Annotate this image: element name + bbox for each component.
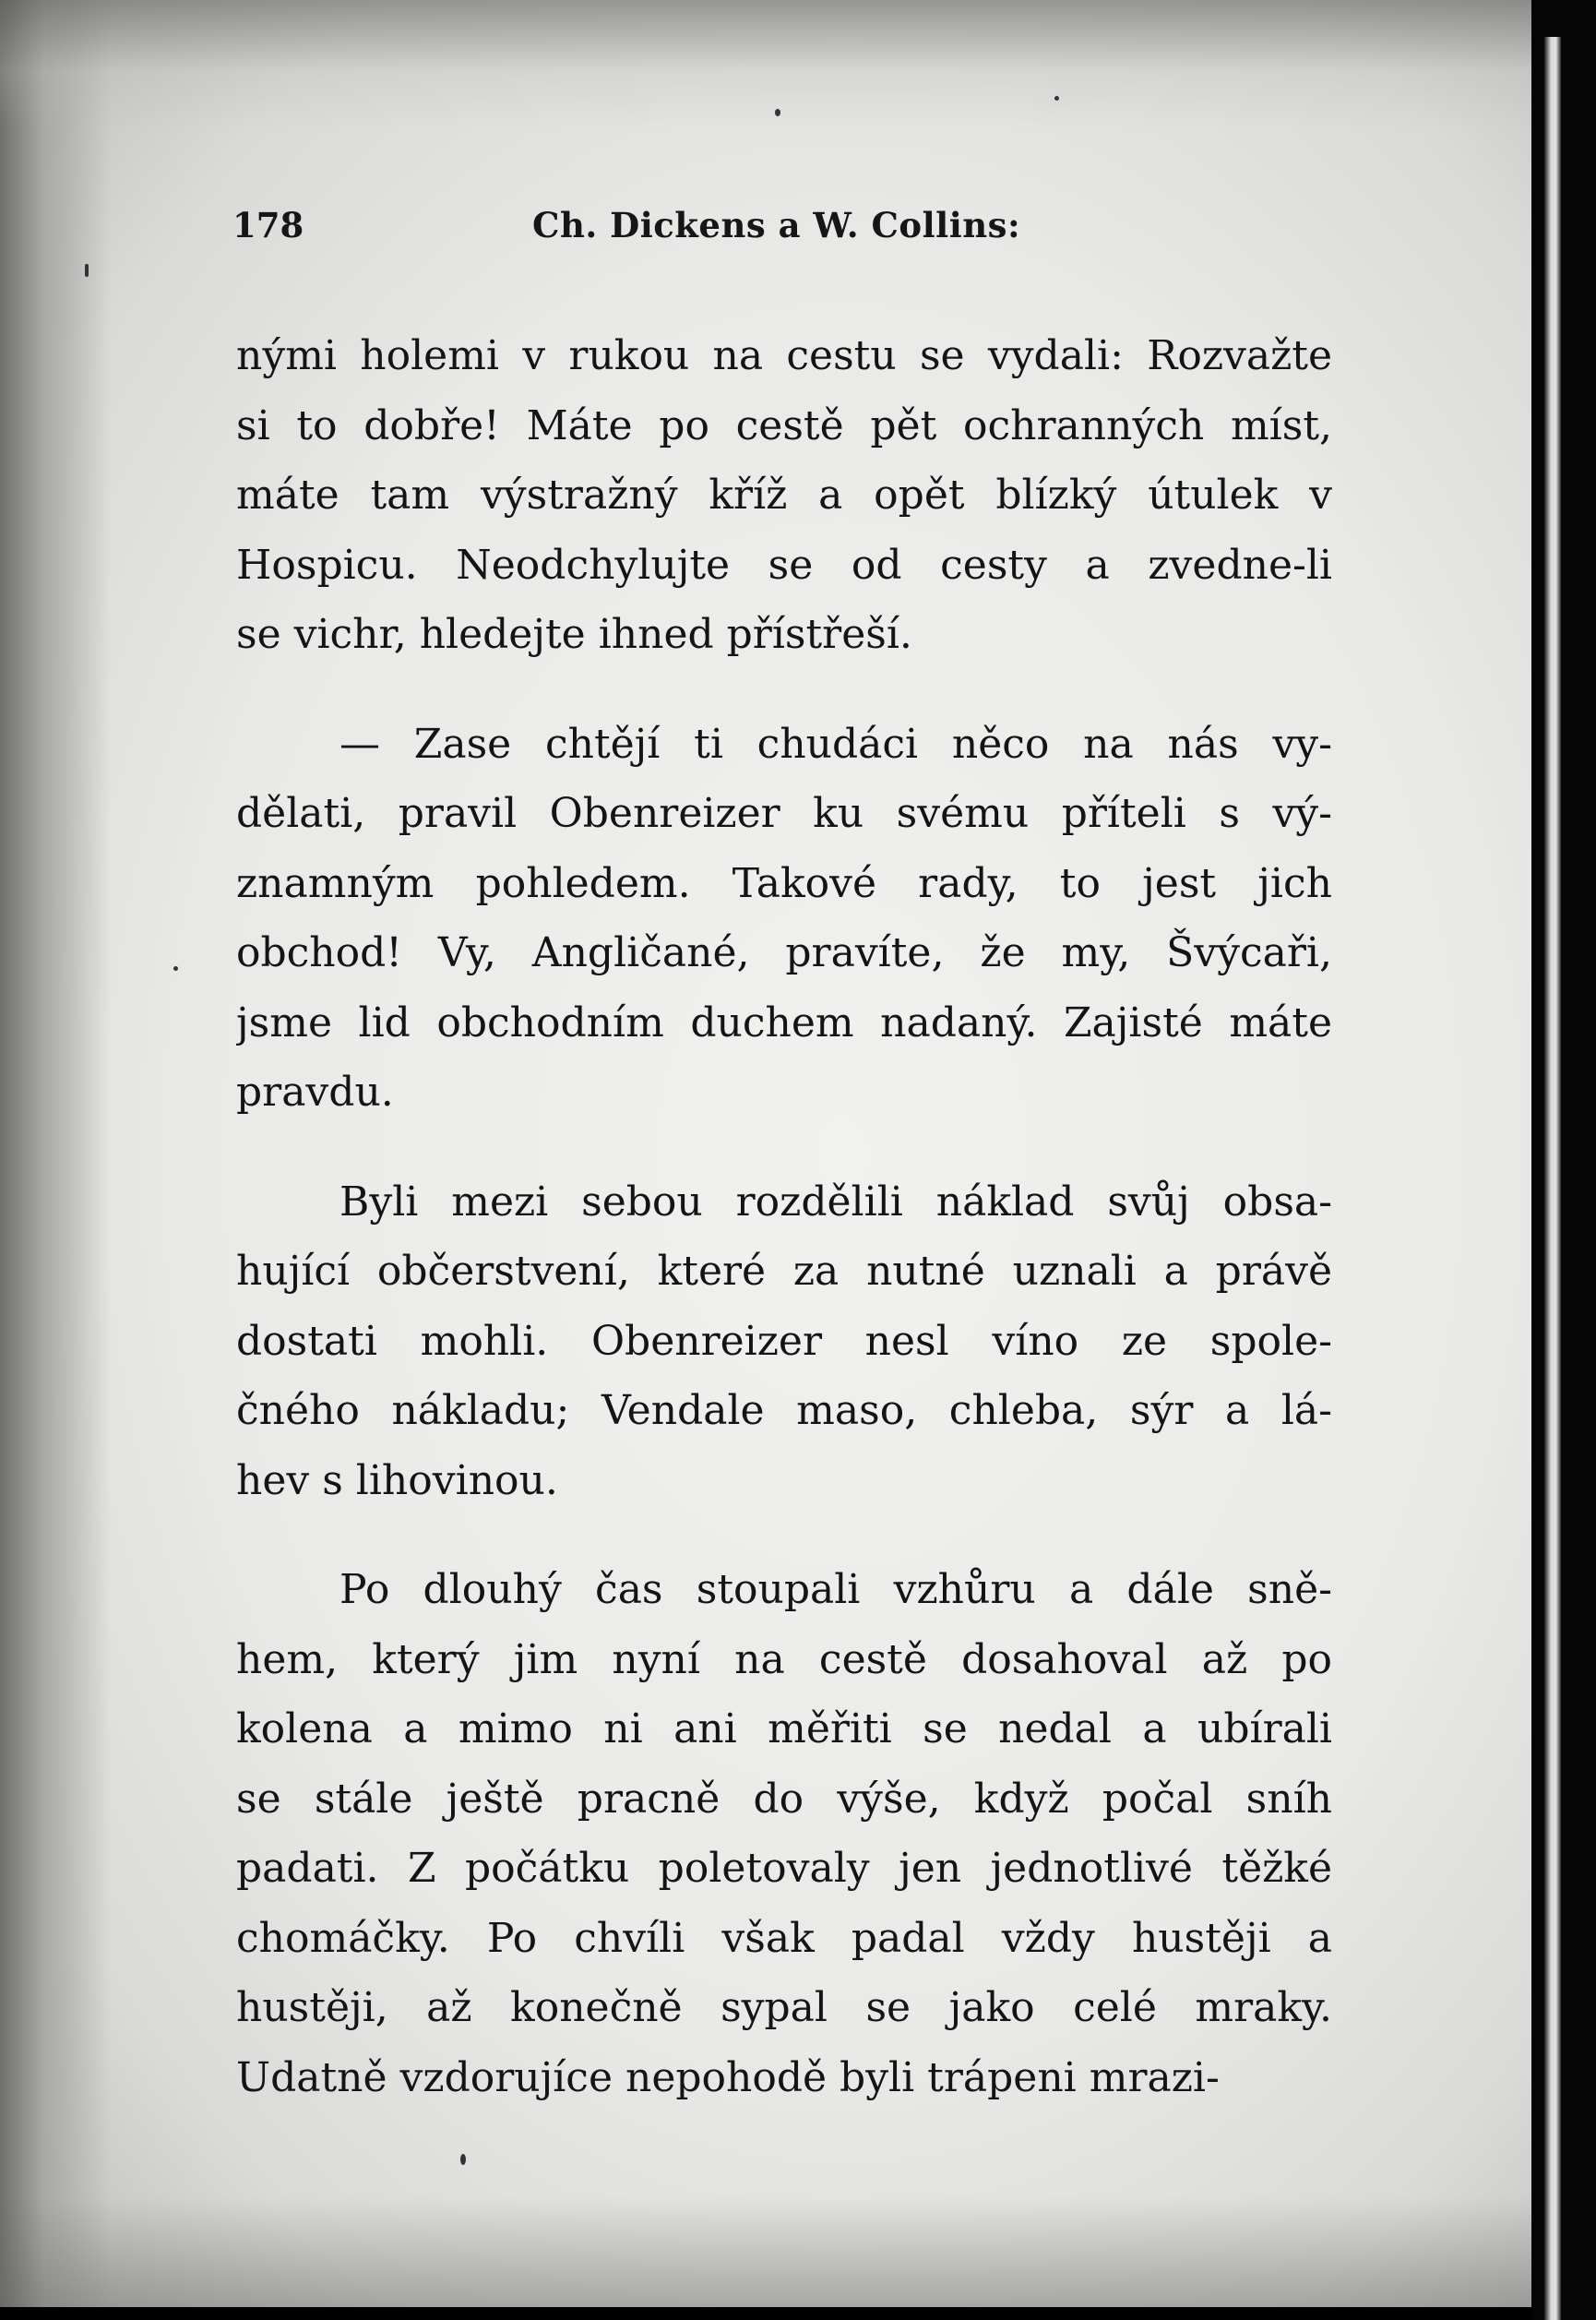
dust-speck bbox=[775, 109, 780, 116]
text-line: Hospicu. Neodchylujte se od cesty a zvedne-li bbox=[236, 541, 1332, 589]
text-line: pravdu. bbox=[236, 1069, 394, 1116]
text-line: Udatně vzdorujíce nepohodě byli trápeni mrazi- bbox=[236, 2053, 1220, 2101]
paragraph bbox=[236, 321, 1332, 670]
text-line: — Zase chtějí ti chudáci něco na nás vy- bbox=[339, 720, 1332, 768]
text-line: kolena a mimo ni ani měřiti se nedal a ubírali bbox=[236, 1705, 1332, 1752]
text-line: obchod! Vy, Angličané, pravíte, že my, Švýcaři, bbox=[236, 929, 1332, 976]
text-line: hem, který jim nyní na cestě dosahoval až po bbox=[236, 1635, 1332, 1683]
text-line: si to dobře! Máte po cestě pět ochranných míst, bbox=[236, 401, 1332, 449]
text-line: se stále ještě pracně do výše, když počal sníh bbox=[236, 1775, 1332, 1823]
top-edge-shadow bbox=[0, 0, 1531, 129]
text-line: hev s lihovinou. bbox=[236, 1456, 558, 1504]
text-line: padati. Z počátku poletovaly jen jednotlivé těžké bbox=[236, 1845, 1332, 1892]
dust-speck bbox=[173, 966, 178, 971]
paragraph bbox=[236, 1555, 1332, 2112]
text-line: jsme lid obchodním duchem nadaný. Zajisté máte bbox=[236, 999, 1332, 1046]
dust-speck bbox=[460, 2154, 466, 2165]
page-number: 178 bbox=[232, 205, 304, 245]
text-line: Byli mezi sebou rozdělili náklad svůj obsa- bbox=[339, 1178, 1332, 1226]
text-line: znamným pohledem. Takové rady, to jest jich bbox=[236, 859, 1332, 907]
paragraph bbox=[236, 1167, 1332, 1516]
bottom-edge-shadow bbox=[0, 2196, 1531, 2307]
text-line: Po dlouhý čas stoupali vzhůru a dále sně- bbox=[339, 1566, 1332, 1613]
paragraph bbox=[236, 710, 1332, 1128]
next-page-edge bbox=[1544, 37, 1561, 2320]
text-line: hustěji, až konečně sypal se jako celé mraky. bbox=[236, 1984, 1332, 2031]
dust-speck bbox=[85, 264, 89, 277]
text-line: čného nákladu; Vendale maso, chleba, sýr a lá- bbox=[236, 1387, 1332, 1434]
text-line: dělati, pravil Obenreizer ku svému příteli s vý- bbox=[236, 790, 1332, 837]
gutter-shadow bbox=[0, 0, 111, 2307]
running-title: Ch. Dickens a W. Collins: bbox=[532, 205, 1021, 245]
body-text bbox=[236, 321, 1332, 2152]
text-line: hující občerstvení, které za nutné uznali a právě bbox=[236, 1248, 1332, 1295]
scan-border bbox=[1531, 0, 1596, 2320]
text-line: máte tam výstražný kříž a opět blízký útulek v bbox=[236, 472, 1332, 519]
text-line: nými holemi v rukou na cestu se vydali: Rozvažte bbox=[236, 332, 1332, 379]
text-line: dostati mohli. Obenreizer nesl víno ze spole- bbox=[236, 1317, 1332, 1365]
dust-speck bbox=[1054, 96, 1059, 101]
text-line: se vichr, hledejte ihned přístřeší. bbox=[236, 611, 912, 658]
text-line: chomáčky. Po chvíli však padal vždy hustěji a bbox=[236, 1914, 1332, 1962]
